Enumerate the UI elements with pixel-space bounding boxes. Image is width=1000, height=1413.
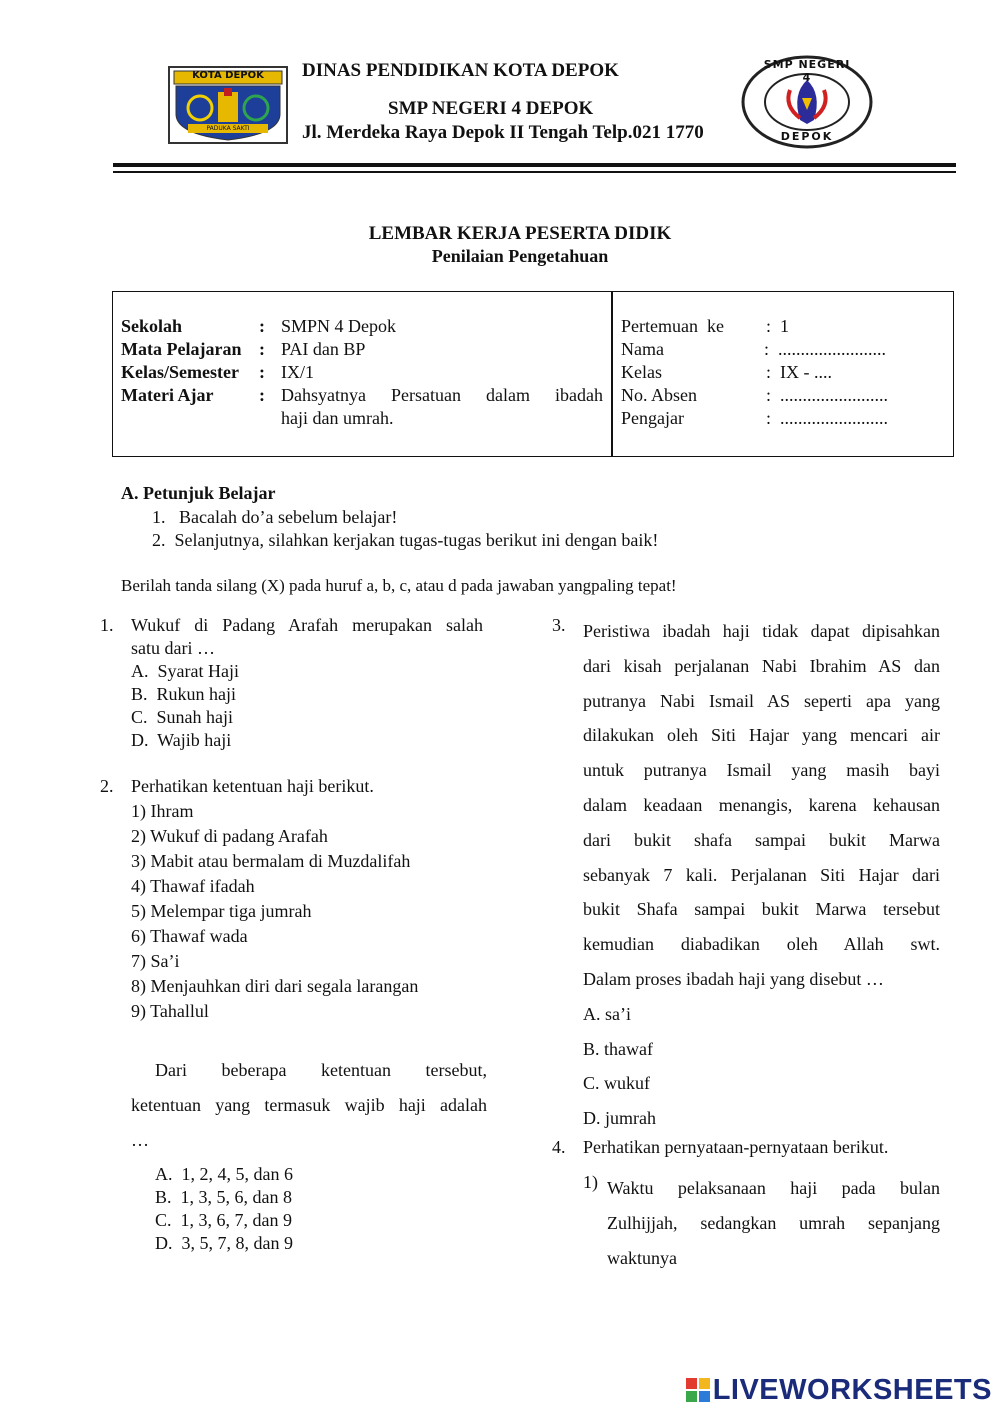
q3-stem-line: dari kisah perjalanan Nabi Ibrahim AS dan xyxy=(583,655,940,676)
page-subtitle: Penilaian Pengetahuan xyxy=(431,246,609,266)
q3-option-a[interactable]: A. sa’i xyxy=(583,1003,631,1024)
kota-depok-logo xyxy=(168,66,288,144)
info-sep: : xyxy=(259,316,265,336)
header-school: SMP NEGERI 4 DEPOK xyxy=(388,98,594,119)
q3-stem-line: untuk putranya Ismail yang masih bayi xyxy=(583,760,940,781)
answer-instruction: Berilah tanda silang (X) pada huruf a, b, c, atau d pada jawaban yangpaling tepat! xyxy=(121,576,677,595)
icon-square xyxy=(686,1391,697,1402)
info-right-block xyxy=(621,315,941,430)
q2-paragraph: Dari beberapa ketentuan tersebut, xyxy=(155,1060,487,1080)
q2-paragraph-cont: ketentuan yang termasuk wajib haji adalah xyxy=(131,1095,487,1115)
q2-list-item: 8) Menjauhkan diri dari segala larangan xyxy=(131,976,419,996)
q4-stem: Perhatikan pernyataan-pernyataan berikut. xyxy=(583,1137,889,1157)
q3-number: 3. xyxy=(552,615,566,635)
info-label-kelas: Kelas/Semester xyxy=(121,362,239,382)
q3-stem-line: sebanyak 7 kali. Perjalanan Siti Hajar dari xyxy=(583,864,940,885)
q1-option-b[interactable]: B. Rukun haji xyxy=(131,684,237,704)
info-left-labels xyxy=(121,315,603,430)
q4-item-line: Waktu pelaksanaan haji pada bulan xyxy=(607,1178,940,1198)
q3-option-d[interactable]: D. jumrah xyxy=(583,1108,656,1129)
q4-item xyxy=(607,1171,940,1275)
q2-list xyxy=(131,799,418,1024)
logo-city-text: KOTA DEPOK xyxy=(192,70,264,81)
q2-option-a[interactable]: A. 1, 2, 4, 5, dan 6 xyxy=(155,1164,293,1184)
info-value-sekolah: SMPN 4 Depok xyxy=(281,316,397,336)
info-label-kelas-right: Kelas xyxy=(621,362,662,382)
q3-stem-line: bukit Shafa sampai bukit Marwa tersebut xyxy=(583,899,940,920)
header-divider-thin xyxy=(113,171,956,173)
q3-option-c[interactable]: C. wukuf xyxy=(583,1073,650,1094)
header-address: Jl. Merdeka Raya Depok II Tengah Telp.021 1770 xyxy=(302,122,704,143)
info-label-mapel: Mata Pelajaran xyxy=(121,339,242,359)
info-value-mapel: PAI dan BP xyxy=(281,339,366,359)
q2-number: 2. xyxy=(100,776,114,796)
liveworksheets-icon xyxy=(686,1378,710,1402)
info-value-materi-cont: haji dan umrah. xyxy=(281,408,394,428)
q2-option-b[interactable]: B. 1, 3, 5, 6, dan 8 xyxy=(155,1187,292,1207)
q2-list-item: 7) Sa’i xyxy=(131,951,180,971)
q3-option-b[interactable]: B. thawaf xyxy=(583,1038,653,1059)
smpn4-depok-logo xyxy=(740,54,874,150)
pengajar-field[interactable]: : ........................ xyxy=(766,408,889,428)
logo-city-name: DEPOK xyxy=(780,130,834,143)
info-sep: : xyxy=(259,362,265,382)
liveworksheets-logo[interactable] xyxy=(686,1374,992,1407)
q3-stem-line: Peristiwa ibadah haji tidak dapat dipisahkan xyxy=(583,621,940,641)
q4-number: 4. xyxy=(552,1137,566,1157)
q2-list-item: 1) Ihram xyxy=(131,801,194,821)
info-label-sekolah: Sekolah xyxy=(121,316,183,336)
icon-square xyxy=(686,1378,697,1389)
q3-stem-line: dalam keadaan menangis, karena kehausan xyxy=(583,794,940,815)
icon-square xyxy=(699,1378,710,1389)
q2-option-d[interactable]: D. 3, 5, 7, 8, dan 9 xyxy=(155,1233,293,1253)
info-label-absen: No. Absen xyxy=(621,385,697,405)
info-label-pertemuan: Pertemuan ke xyxy=(621,316,724,336)
q1-option-a[interactable]: A. Syarat Haji xyxy=(131,661,239,681)
q4-item-number: 1) xyxy=(583,1172,598,1192)
section-a-heading: A. Petunjuk Belajar xyxy=(121,483,276,503)
header-agency: DINAS PENDIDIKAN KOTA DEPOK xyxy=(302,60,619,81)
q2-stem: Perhatikan ketentuan haji berikut. xyxy=(131,776,374,796)
q2-list-item: 4) Thawaf ifadah xyxy=(131,876,255,896)
q1-number: 1. xyxy=(100,615,114,635)
info-sep: : xyxy=(259,385,265,405)
info-value-pertemuan: : 1 xyxy=(766,316,790,336)
q2-option-c[interactable]: C. 1, 3, 6, 7, dan 9 xyxy=(155,1210,292,1230)
q3-stem-line: Dalam proses ibadah haji yang disebut … xyxy=(583,968,884,989)
q2-list-item: 5) Melempar tiga jumrah xyxy=(131,901,312,921)
header-divider xyxy=(113,163,956,167)
q1-stem-cont: satu dari … xyxy=(131,638,215,658)
info-label-materi: Materi Ajar xyxy=(121,385,214,405)
page-title: LEMBAR KERJA PESERTA DIDIK xyxy=(368,223,672,244)
info-sep: : xyxy=(259,339,265,359)
q2-list-item: 9) Tahallul xyxy=(131,1001,209,1021)
absen-field[interactable]: : ........................ xyxy=(766,385,889,405)
q3-stem xyxy=(583,614,940,1136)
instruction-item-2: 2. Selanjutnya, silahkan kerjakan tugas-tugas berikut ini dengan baik! xyxy=(152,530,659,550)
instruction-item-1: 1. Bacalah do’a sebelum belajar! xyxy=(152,507,398,527)
q3-stem-line: putranya Nabi Ismail AS seperti apa yang xyxy=(583,690,940,711)
nama-field[interactable]: : ........................ xyxy=(764,339,887,359)
logo-motto-text: PADUKA SAKTI xyxy=(206,125,250,132)
liveworksheets-text: LIVEWORKSHEETS xyxy=(712,1374,992,1406)
q2-list-item: 3) Mabit atau bermalam di Muzdalifah xyxy=(131,851,411,871)
q2-list-item: 2) Wukuf di padang Arafah xyxy=(131,826,328,846)
q2-paragraph-end: … xyxy=(131,1130,149,1150)
q4-item-line: Zulhijjah, sedangkan umrah sepanjang xyxy=(607,1212,940,1233)
q2-list-item: 6) Thawaf wada xyxy=(131,926,248,946)
q4-item-line: waktunya xyxy=(607,1247,677,1268)
q3-stem-line: dari bukit shafa sampai bukit Marwa xyxy=(583,829,940,850)
q1-stem: Wukuf di Padang Arafah merupakan salah xyxy=(131,615,483,635)
info-label-pengajar: Pengajar xyxy=(621,408,684,428)
info-table-divider xyxy=(611,291,613,457)
info-value-kelas: IX/1 xyxy=(281,362,314,382)
q1-option-d[interactable]: D. Wajib haji xyxy=(131,730,232,750)
icon-square xyxy=(699,1391,710,1402)
info-label-nama: Nama xyxy=(621,339,664,359)
q3-stem-line: kemudian diabadikan oleh Allah swt. xyxy=(583,934,940,955)
kelas-field[interactable]: : IX - .... xyxy=(766,362,832,382)
q1-option-c[interactable]: C. Sunah haji xyxy=(131,707,233,727)
q3-stem-line: dilakukan oleh Siti Hajar yang mencari air xyxy=(583,725,940,746)
logo-school-name: SMP NEGERI 4 xyxy=(763,58,851,84)
info-value-materi: Dahsyatnya Persatuan dalam ibadah xyxy=(281,385,603,405)
